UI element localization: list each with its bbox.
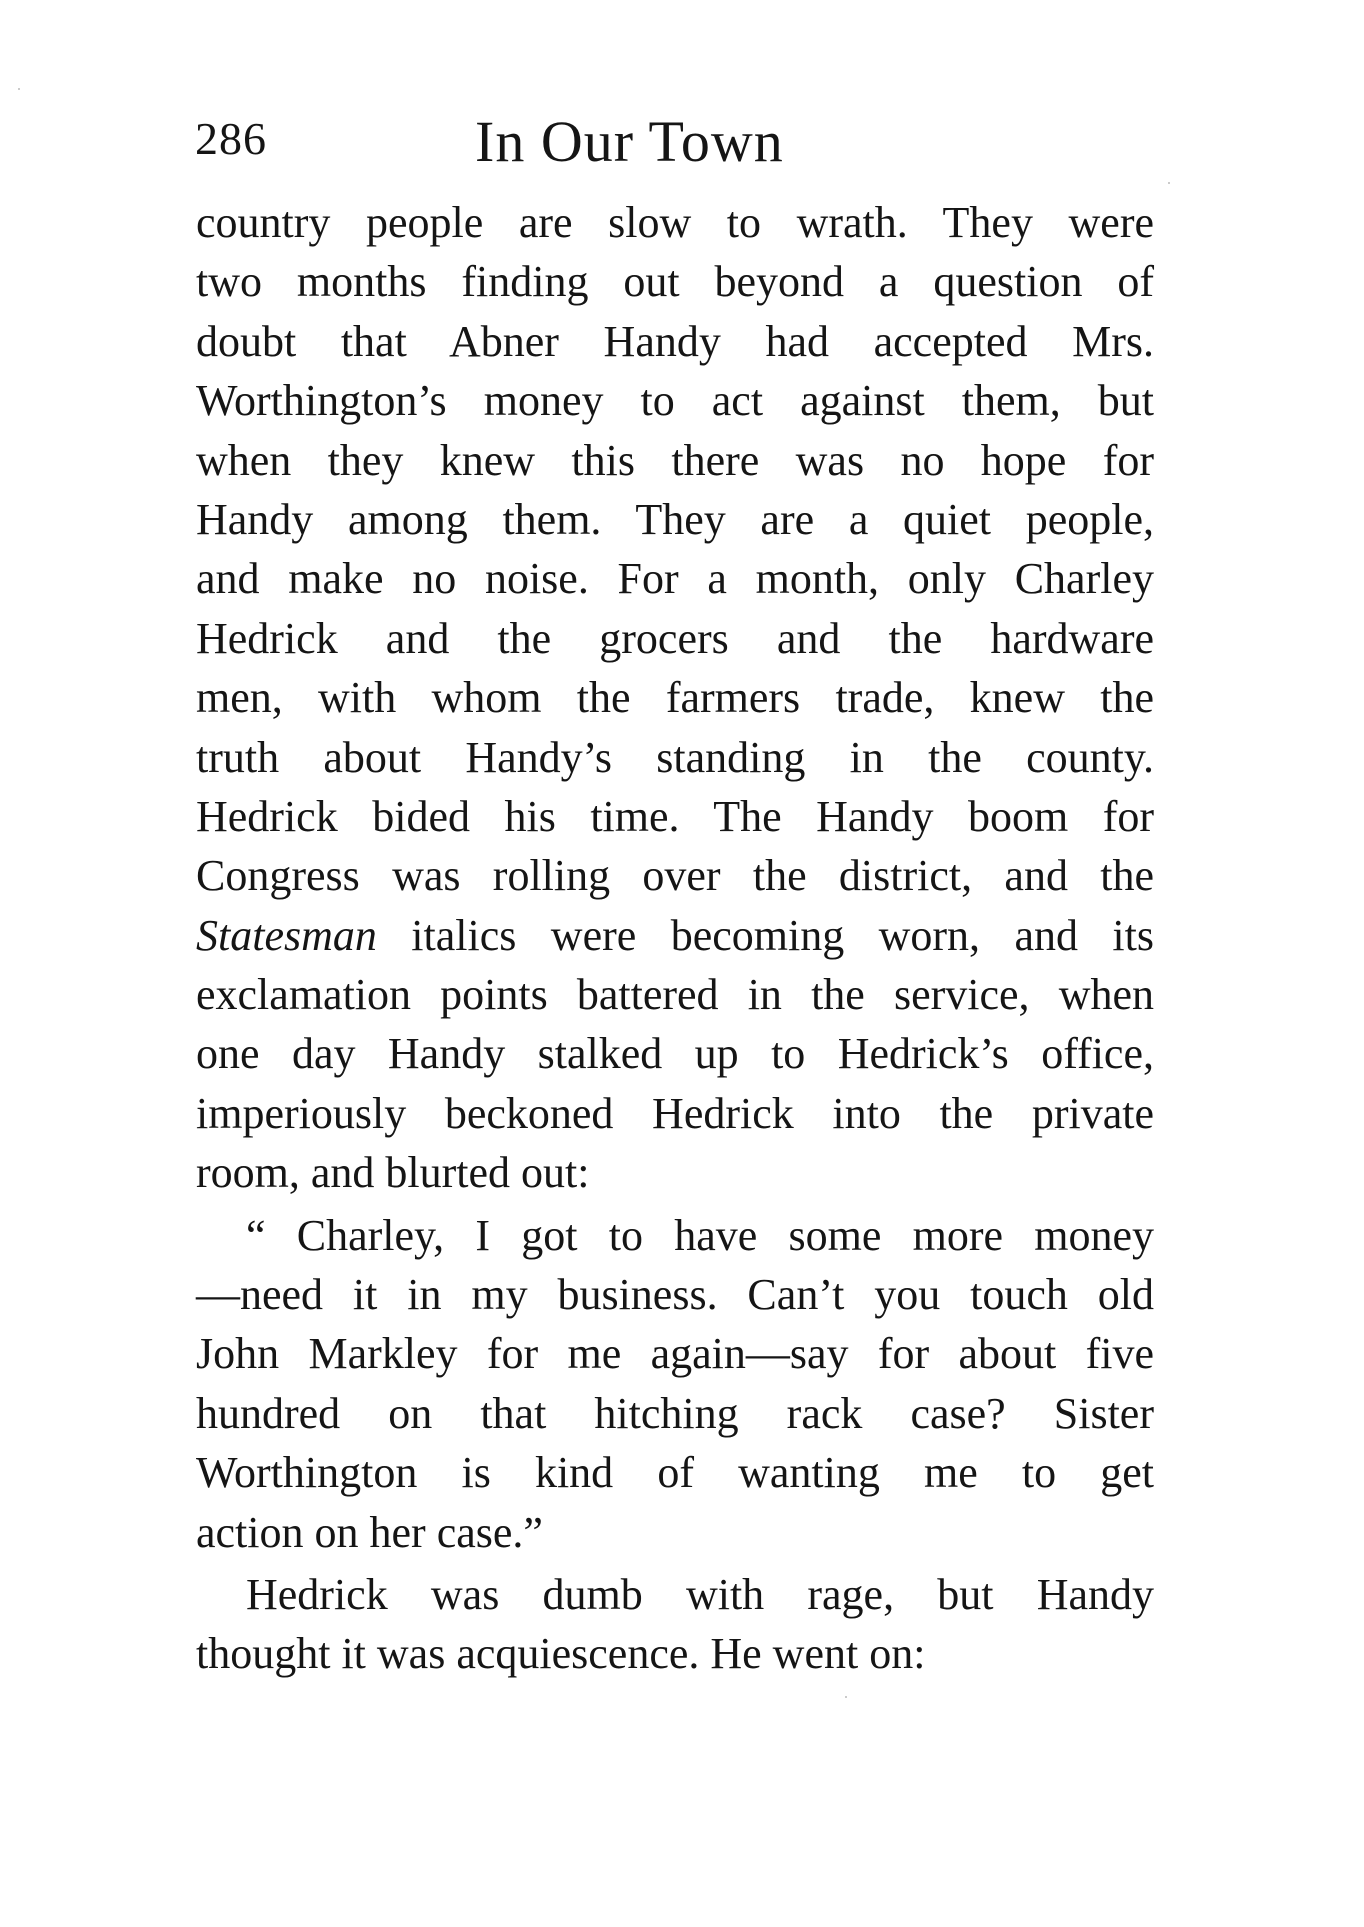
page-header: [195, 109, 1175, 182]
page-number: 286: [195, 113, 267, 164]
text-segment: italics were becoming worn, and its: [376, 910, 1154, 960]
text-line: and make no noise. For a month, only Charley: [196, 554, 1154, 604]
text-line: one day Handy stalked up to Hedrick’s office,: [196, 1029, 1154, 1079]
text-line: Worthington’s money to act against them, but: [196, 376, 1154, 426]
text-line: “ Charley, I got to have some more money: [246, 1210, 1154, 1260]
text-line: two months finding out beyond a question of: [196, 257, 1154, 307]
text-line: imperiously beckoned Hedrick into the private: [196, 1088, 1154, 1138]
text-line: John Markley for me again—say for about five: [196, 1329, 1154, 1379]
text-line: men, with whom the farmers trade, knew the: [196, 673, 1154, 723]
paper-speck: [1168, 182, 1170, 184]
text-line-with-italic: [196, 906, 1154, 965]
paper-speck: [845, 1696, 847, 1698]
text-line: room, and blurted out:: [196, 1148, 590, 1198]
paragraph-1: [196, 193, 1154, 1203]
body-text: [196, 193, 1154, 1684]
paper-speck: [18, 88, 20, 90]
text-line: Hedrick was dumb with rage, but Handy: [246, 1569, 1154, 1619]
text-line: action on her case.”: [196, 1507, 543, 1557]
paragraph-2: [196, 1206, 1154, 1562]
text-line: hundred on that hitching rack case? Sister: [196, 1388, 1154, 1438]
running-title: In Our Town: [475, 109, 784, 174]
text-line: exclamation points battered in the service, when: [196, 970, 1154, 1020]
text-line: country people are slow to wrath. They were: [196, 198, 1154, 247]
text-line: Hedrick bided his time. The Handy boom for: [196, 791, 1154, 841]
text-line: Congress was rolling over the district, and the: [196, 851, 1154, 901]
italic-newspaper-name: Statesman: [196, 910, 377, 960]
text-line: truth about Handy’s standing in the county.: [196, 732, 1154, 782]
text-line: when they knew this there was no hope for: [196, 435, 1154, 485]
text-line: doubt that Abner Handy had accepted Mrs.: [196, 316, 1154, 366]
text-line: thought it was acquiescence. He went on:: [196, 1629, 926, 1679]
paragraph-3: [196, 1565, 1154, 1684]
text-line: Worthington is kind of wanting me to get: [196, 1448, 1154, 1498]
text-line: Handy among them. They are a quiet people,: [196, 494, 1154, 544]
text-line: —need it in my business. Can’t you touch old: [196, 1270, 1154, 1320]
text-line: Hedrick and the grocers and the hardware: [196, 613, 1154, 663]
